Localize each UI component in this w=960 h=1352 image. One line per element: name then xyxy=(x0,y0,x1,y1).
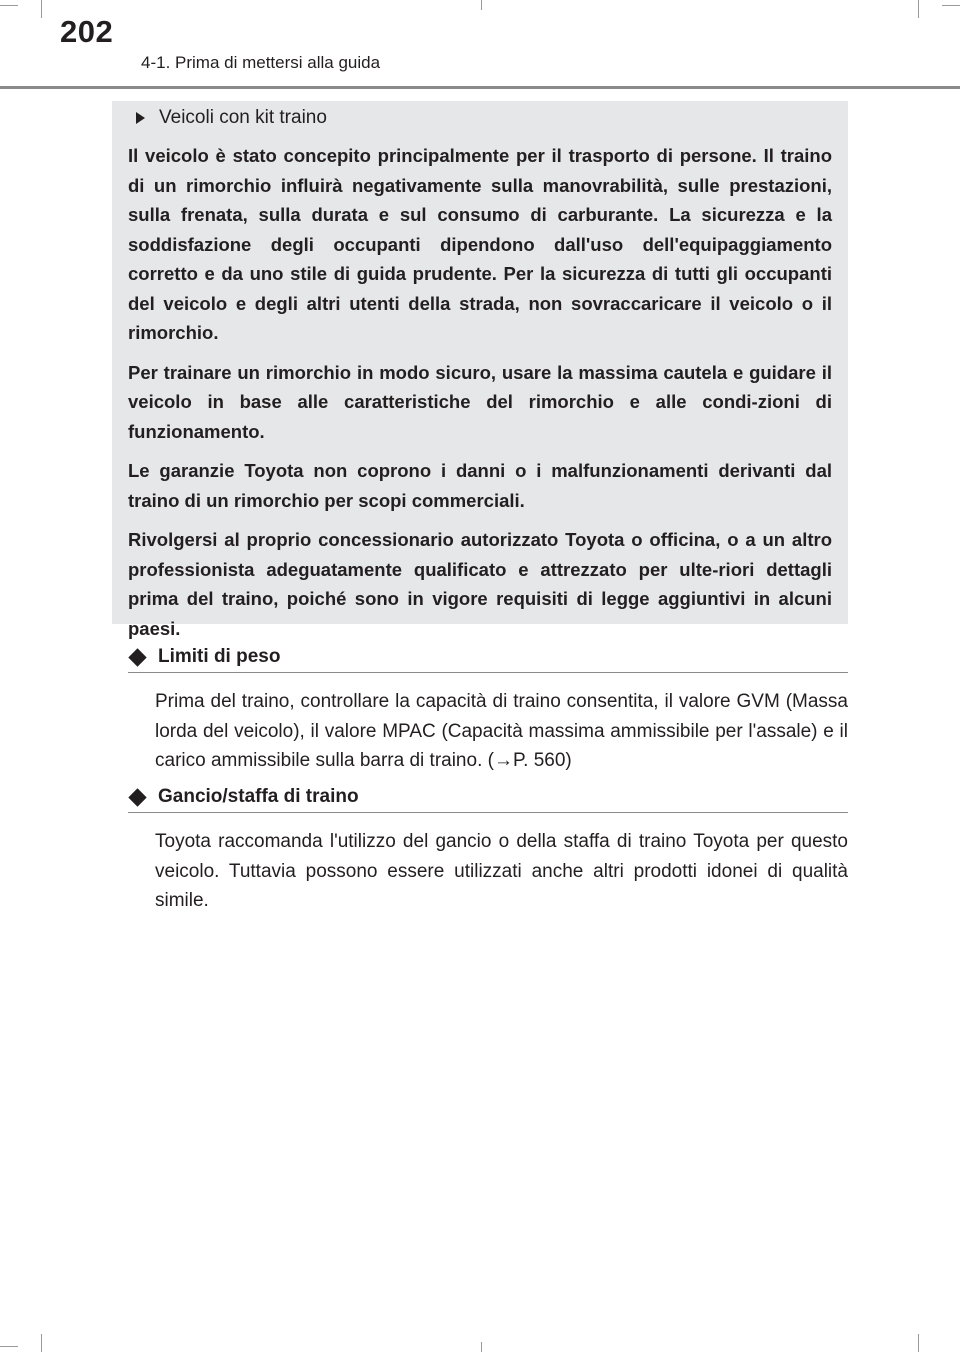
header-rule xyxy=(0,86,960,89)
section-body-text: Toyota raccomanda l'utilizzo del gancio o della staffa di traino Toyota per questo veicolo. Tuttavia possono essere utilizzati anche altri prodotti idonei di qualità simile. xyxy=(155,831,848,911)
note-heading xyxy=(136,107,327,129)
crop-mark xyxy=(942,5,960,6)
section-heading-label: Gancio/staffa di traino xyxy=(158,786,359,807)
crop-mark xyxy=(41,1334,42,1352)
crop-mark xyxy=(41,0,42,18)
section-body xyxy=(155,827,848,916)
crop-mark xyxy=(0,1346,18,1347)
tow-hitch-section xyxy=(128,782,848,916)
note-paragraph: Le garanzie Toyota non coprono i danni o i malfunzionamenti derivanti dal traino di un rimorchio per scopi commerciali. xyxy=(128,460,832,511)
section-heading xyxy=(128,782,848,813)
diamond-icon xyxy=(128,788,146,806)
note-heading-label: Veicoli con kit traino xyxy=(159,107,327,128)
crop-mark xyxy=(481,1342,482,1352)
page-reference-link[interactable]: (→P. 560) xyxy=(487,750,572,771)
section-title: 4-1. Prima di mettersi alla guida xyxy=(141,53,381,72)
crop-mark xyxy=(918,1334,919,1352)
section-heading-label: Limiti di peso xyxy=(158,646,281,667)
towing-kit-note-box xyxy=(112,101,848,639)
note-body xyxy=(128,141,832,653)
section-heading xyxy=(128,642,848,673)
weight-limits-section xyxy=(128,642,848,776)
crop-mark xyxy=(0,5,18,6)
section-body-text: Prima del traino, controllare la capacità di traino consentita, il valore GVM (Massa lorda del veicolo), il valore MPAC (Capacità massima ammissibile per l'assale) e il carico ammissibile sulla barra di traino. xyxy=(155,691,848,771)
diamond-icon xyxy=(128,648,146,666)
crop-mark xyxy=(481,0,482,10)
triangle-right-icon xyxy=(136,112,145,124)
note-paragraph: Il veicolo è stato concepito principalmente per il trasporto di persone. Il traino di un rimorchio influirà negativamente sulla manovrabilità, sulle prestazioni, sulla frenata, sulla durata e sul consumo di carburante. La sicurezza e la soddisfazione degli occupanti dipendono dall'uso dell'equipaggiamento corretto e da uno stile di guida prudente. Per la sicurezza di tutti gli occupanti del veicolo e degli altri utenti della strada, non sovraccaricare il veicolo o il rimorchio. xyxy=(128,145,832,343)
note-paragraph: Per trainare un rimorchio in modo sicuro, usare la massima cautela e guidare il veicolo in base alle caratteristiche del rimorchio e alle condi-zioni di funzionamento. xyxy=(128,361,832,442)
note-paragraph: Rivolgersi al proprio concessionario autorizzato Toyota o officina, o a un altro professionista adeguatamente qualificato e attrezzato per ulte-riori dettagli prima del traino, poiché sono in vigore requisiti di legge aggiuntivi in alcuni paesi. xyxy=(128,529,832,639)
section-body xyxy=(155,687,848,776)
crop-mark xyxy=(918,0,919,18)
page-number: 202 xyxy=(60,14,114,49)
